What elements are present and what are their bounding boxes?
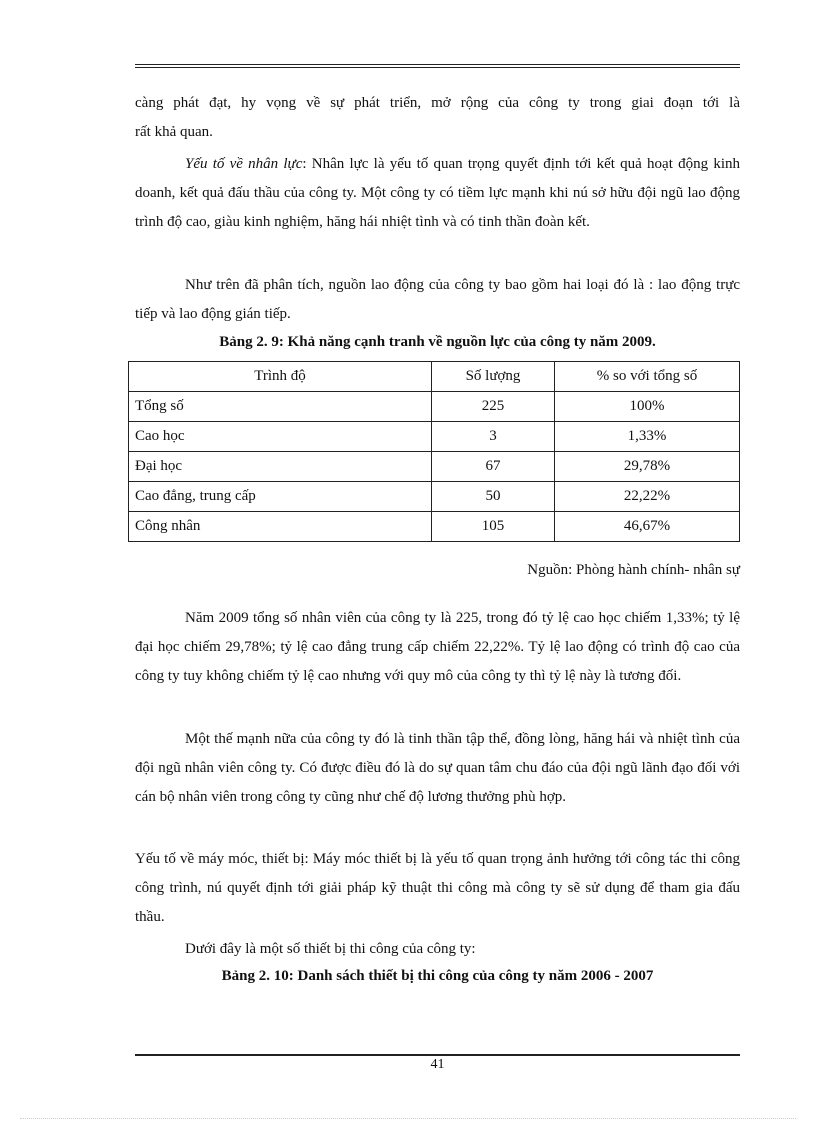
header-rule-bottom (135, 67, 740, 68)
cell-percent: 100% (555, 392, 740, 422)
cell-level: Tổng số (129, 392, 432, 422)
header-rule-top (135, 64, 740, 65)
table-row (129, 452, 740, 482)
paragraph-nam-2009: Năm 2009 tổng số nhân viên của công ty là 225, trong đó tỷ lệ cao học chiếm 1,33%; tỷ lệ đại học chiếm 29,78%; tỷ lệ cao đẳng trung cấp chiếm 22,22%. Tỷ lệ lao động có trình độ cao của công ty tuy không chiếm tỷ lệ cao nhưng với quy mô của công ty thì tỷ lệ này là tương đối. (135, 610, 740, 684)
table-2-caption: Bảng 2. 10: Danh sách thiết bị thi công của công ty năm 2006 - 2007 (221, 968, 654, 984)
footer-rule (135, 1054, 740, 1056)
cell-count: 105 (432, 512, 555, 542)
cell-count: 67 (432, 452, 555, 482)
cell-percent: 29,78% (555, 452, 740, 482)
cell-level: Cao học (129, 422, 432, 452)
cell-level: Đại học (129, 452, 432, 482)
table-row (129, 392, 740, 422)
table-nguon-luc (128, 361, 740, 542)
paragraph-1-line-2: rất khả quan. (135, 124, 213, 140)
nhan-luc-heading: Yếu tố về nhân lực (185, 156, 303, 172)
table-row (129, 512, 740, 542)
header-phan-tram: % so với tổng số (555, 362, 740, 392)
cell-level: Công nhân (129, 512, 432, 542)
header-trinh-do: Trình độ (129, 362, 432, 392)
page-number: 41 (430, 1057, 445, 1072)
cell-percent: 22,22% (555, 482, 740, 512)
header-so-luong: Số lượng (432, 362, 555, 392)
page-bottom-edge (20, 1118, 796, 1119)
nhan-luc-text: : Nhân lực là yếu tố quan trọng quyết định tới kết quả hoạt động kinh doanh, kết quả đấu thầu của công ty. Một công ty có tiềm lực mạnh khi nú sở hữu đội ngũ lao động trình độ cao, giàu kinh nghiệm, hăng hái nhiệt tình và có tinh thần đoàn kết. (135, 156, 740, 230)
table-row (129, 482, 740, 512)
table-1-caption: Bảng 2. 9: Khả năng cạnh tranh về nguồn lực của công ty năm 2009. (219, 334, 656, 350)
cell-count: 50 (432, 482, 555, 512)
paragraph-lao-dong: Như trên đã phân tích, nguồn lao động của công ty bao gồm hai loại đó là : lao động trực tiếp và lao động gián tiếp. (135, 277, 740, 322)
table-1-source: Nguồn: Phòng hành chính- nhân sự (527, 562, 740, 578)
paragraph-the-manh: Một thế mạnh nữa của công ty đó là tinh thần tập thể, đồng lòng, hăng hái và nhiệt tình của đội ngũ nhân viên công ty. Có được điều đó là do sự quan tâm chu đáo của đội ngũ lãnh đạo đối với cán bộ nhân viên trong công ty cũng như chế độ lương thưởng phù hợp. (135, 731, 740, 805)
cell-count: 225 (432, 392, 555, 422)
table-header-row (129, 362, 740, 392)
paragraph-thiet-bi-intro: Dưới đây là một số thiết bị thi công của công ty: (185, 941, 476, 957)
paragraph-nhan-luc (135, 150, 740, 237)
cell-percent: 46,67% (555, 512, 740, 542)
paragraph-may-moc: Yếu tố về máy móc, thiết bị: Máy móc thiết bị là yếu tố quan trọng ảnh hưởng tới công tác thi công công trình, nú quyết định tới giải pháp kỹ thuật thi công mà công ty sẽ sử dụng để tham gia đấu thầu. (135, 851, 740, 925)
table-row (129, 422, 740, 452)
cell-count: 3 (432, 422, 555, 452)
paragraph-1-line-1: càng phát đạt, hy vọng về sự phát triển, mở rộng của công ty trong giai đoạn tới là (135, 95, 740, 111)
cell-level: Cao đẳng, trung cấp (129, 482, 432, 512)
cell-percent: 1,33% (555, 422, 740, 452)
